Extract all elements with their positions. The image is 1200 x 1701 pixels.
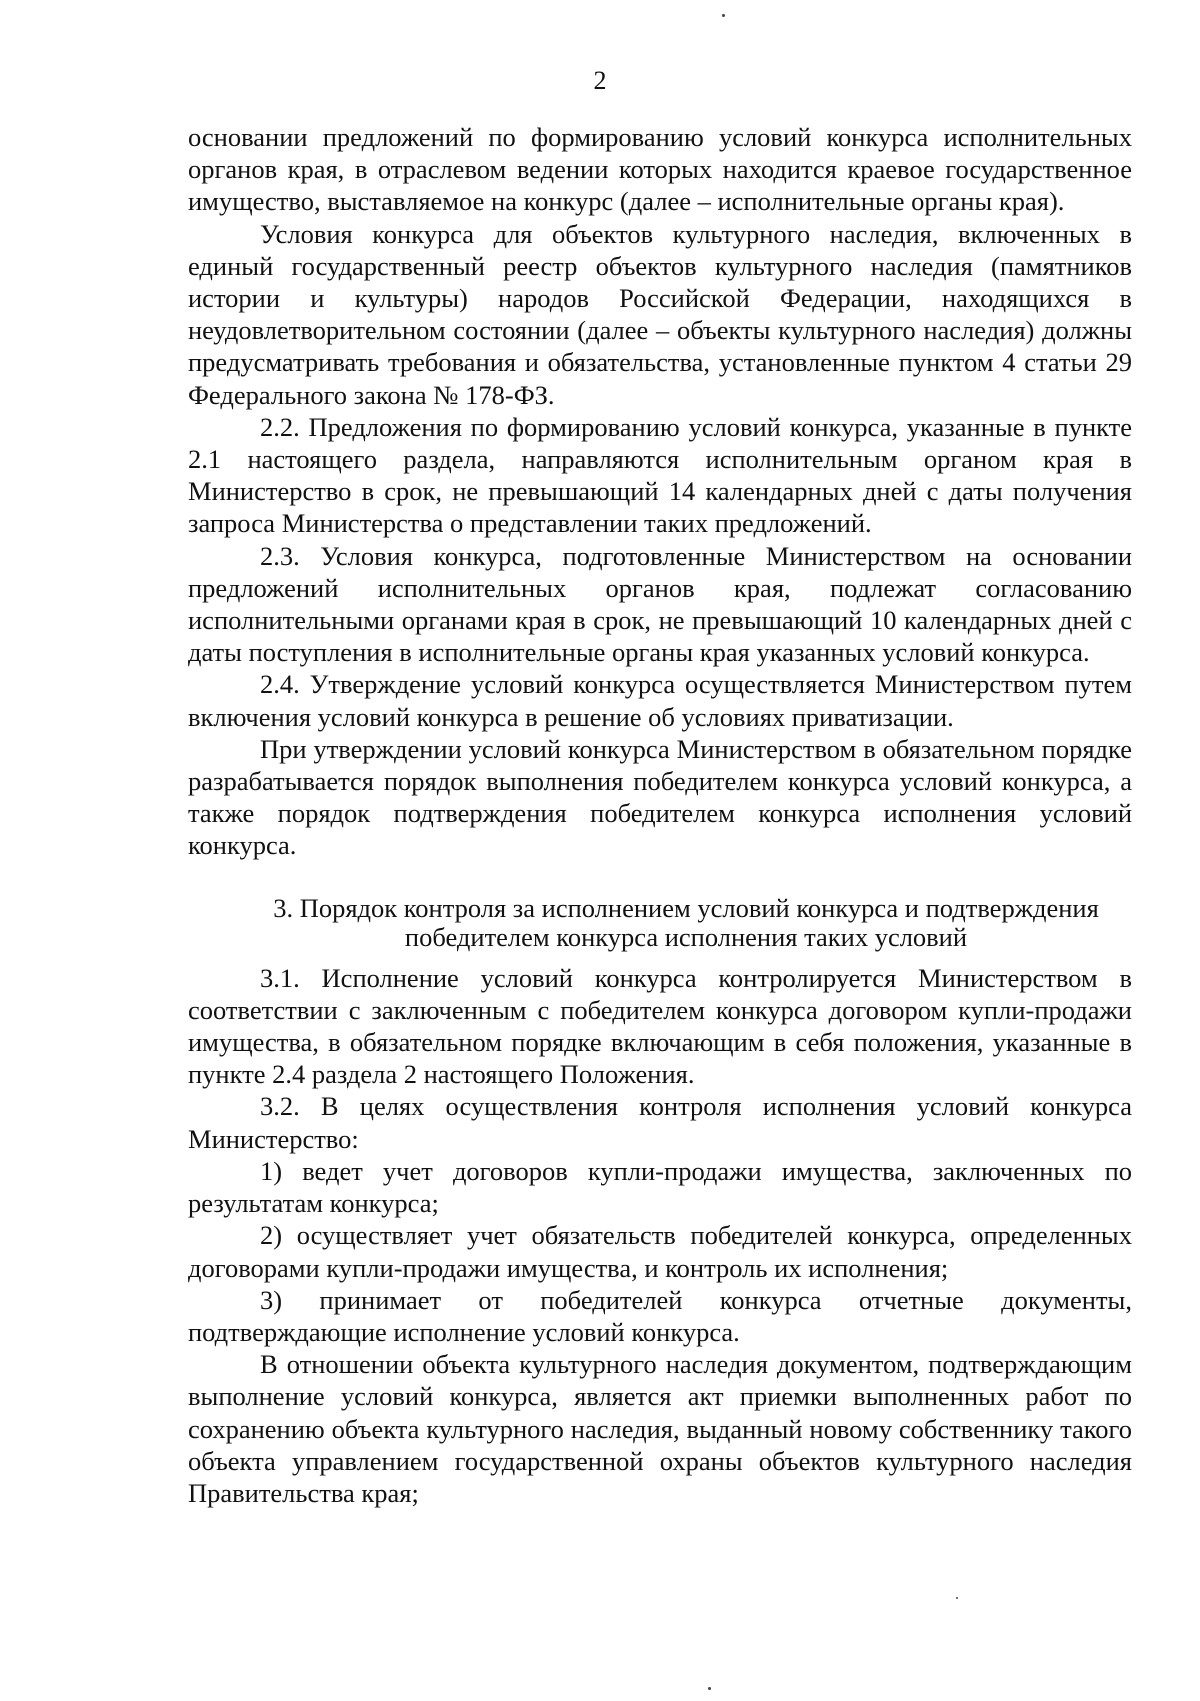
page-number: 2: [593, 66, 607, 95]
paragraph-2-2: 2.2. Предложения по формированию условий конкурса, указанные в пункте 2.1 настоящего раздела, направляются исполнительным органом края в Министерство в срок, не превышающий 14 календарных дней с даты получения запроса Министерства о представлении таких предложений.: [188, 411, 1132, 539]
list-item-1: 1) ведет учет договоров купли-продажи имущества, заключенных по результатам конкурса;: [188, 1155, 1132, 1219]
paragraph-approval-procedure: При утверждении условий конкурса Министерством в обязательном порядке разрабатывается порядок выполнения победителем конкурса условий конкурса, а также порядок подтверждения победителем конкурса исполнения условий конкурса.: [188, 733, 1132, 861]
document-body: [188, 121, 1132, 1509]
list-item-3: 3) принимает от победителей конкурса отчетные документы, подтверждающие исполнение условий конкурса.: [188, 1284, 1132, 1347]
section-3-heading-line1: 3. Порядок контроля за исполнением условий конкурса и подтверждения: [273, 892, 1099, 923]
paragraph-3-1: 3.1. Исполнение условий конкурса контролируется Министерством в соответствии с заключенным с победителем конкурса договором купли-продажи имущества, в обязательном порядке включающим в себя положения, указанные в пункте 2.4 раздела 2 настоящего Положения.: [188, 962, 1132, 1090]
paragraph-3-2: 3.2. В целях осуществления контроля исполнения условий конкурса Министерство:: [188, 1091, 1132, 1154]
scan-speck: [722, 14, 725, 17]
section-3-heading-line2: победителем конкурса исполнения таких условий: [404, 921, 968, 952]
scan-speck: [956, 1597, 958, 1599]
paragraph-heritage-acceptance-act: В отношении объекта культурного наследия документом, подтверждающим выполнение условий конкурса, является акт приемки выполненных работ по сохранению объекта культурного наследия, выданный новому собственнику такого объекта управлением государственной охраны объектов культурного наследия Правительства края;: [188, 1349, 1132, 1508]
paragraph-2-3: 2.3. Условия конкурса, подготовленные Министерством на основании предложений исполнительных органов края, подлежат согласованию исполнительными органами края в срок, не превышающий 10 календарных дней с даты поступления в исполнительные органы края указанных условий конкурса.: [188, 540, 1132, 668]
list-item-2: 2) осуществляет учет обязательств победителей конкурса, определенных договорами купли-продажи имущества, и контроль их исполнения;: [188, 1220, 1132, 1283]
scan-speck: [708, 1687, 711, 1690]
paragraph-2-4: 2.4. Утверждение условий конкурса осуществляется Министерством путем включения условий конкурса в решение об условиях приватизации.: [188, 669, 1132, 732]
section-3-heading: [188, 894, 1132, 952]
paragraph-heritage-conditions: Условия конкурса для объектов культурного наследия, включенных в единый государственный реестр объектов культурного наследия (памятников истории и культуры) народов Российской Федерации, находящихся в неудовлетворительном состоянии (далее – объекты культурного наследия) должны предусматривать требования и обязательства, установленные пунктом 4 статьи 29 Федерального закона № 178-ФЗ.: [188, 218, 1132, 410]
paragraph-continuation: основании предложений по формированию условий конкурса исполнительных органов края, в отраслевом ведении которых находится краевое государственное имущество, выставляемое на конкурс (далее – исполнительные органы края).: [188, 122, 1132, 217]
